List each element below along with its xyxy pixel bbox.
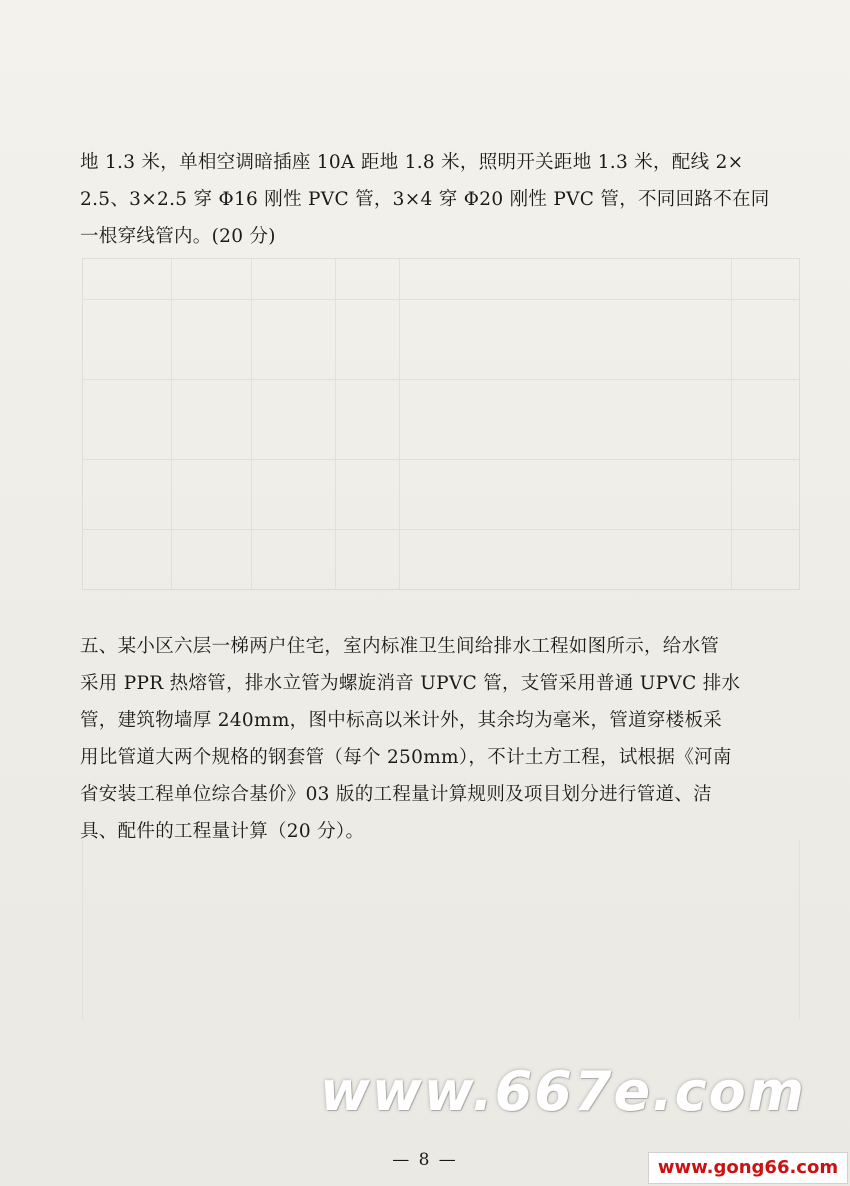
section-five-question [80,628,800,850]
paragraph-line: 管，建筑物墙厚 240mm，图中标高以米计外，其余均为毫米，管道穿楼板采 [80,710,723,731]
paragraph-line: 五、某小区六层一梯两户住宅，室内标准卫生间给排水工程如图所示，给水管 [80,636,720,657]
paragraph-line: 具、配件的工程量计算（20 分）。 [80,821,365,842]
paragraph-line: 一根穿线管内。(20 分) [80,226,276,247]
top-paragraph [80,144,800,255]
bleed-through-table [82,258,800,590]
paragraph-line: 采用 PPR 热熔管，排水立管为螺旋消音 UPVC 管，支管采用普通 UPVC 排水 [80,673,741,694]
page-number: — 8 — [392,1150,458,1170]
bleed-through-lower-table [82,840,800,1020]
site-watermark: www.667e.com [320,1060,806,1123]
paragraph-line: 2.5、3×2.5 穿 Φ16 刚性 PVC 管，3×4 穿 Φ20 刚性 PVC 管，不同回路不在同 [80,189,770,210]
paragraph-line: 用比管道大两个规格的钢套管（每个 250mm），不计土方工程，试根据《河南 [80,747,732,768]
corner-url-watermark: www.gong66.com [648,1152,848,1184]
paragraph-line: 省安装工程单位综合基价》03 版的工程量计算规则及项目划分进行管道、洁 [80,784,712,805]
paragraph-line: 地 1.3 米，单相空调暗插座 10A 距地 1.8 米，照明开关距地 1.3 米，配线 2× [80,152,744,173]
